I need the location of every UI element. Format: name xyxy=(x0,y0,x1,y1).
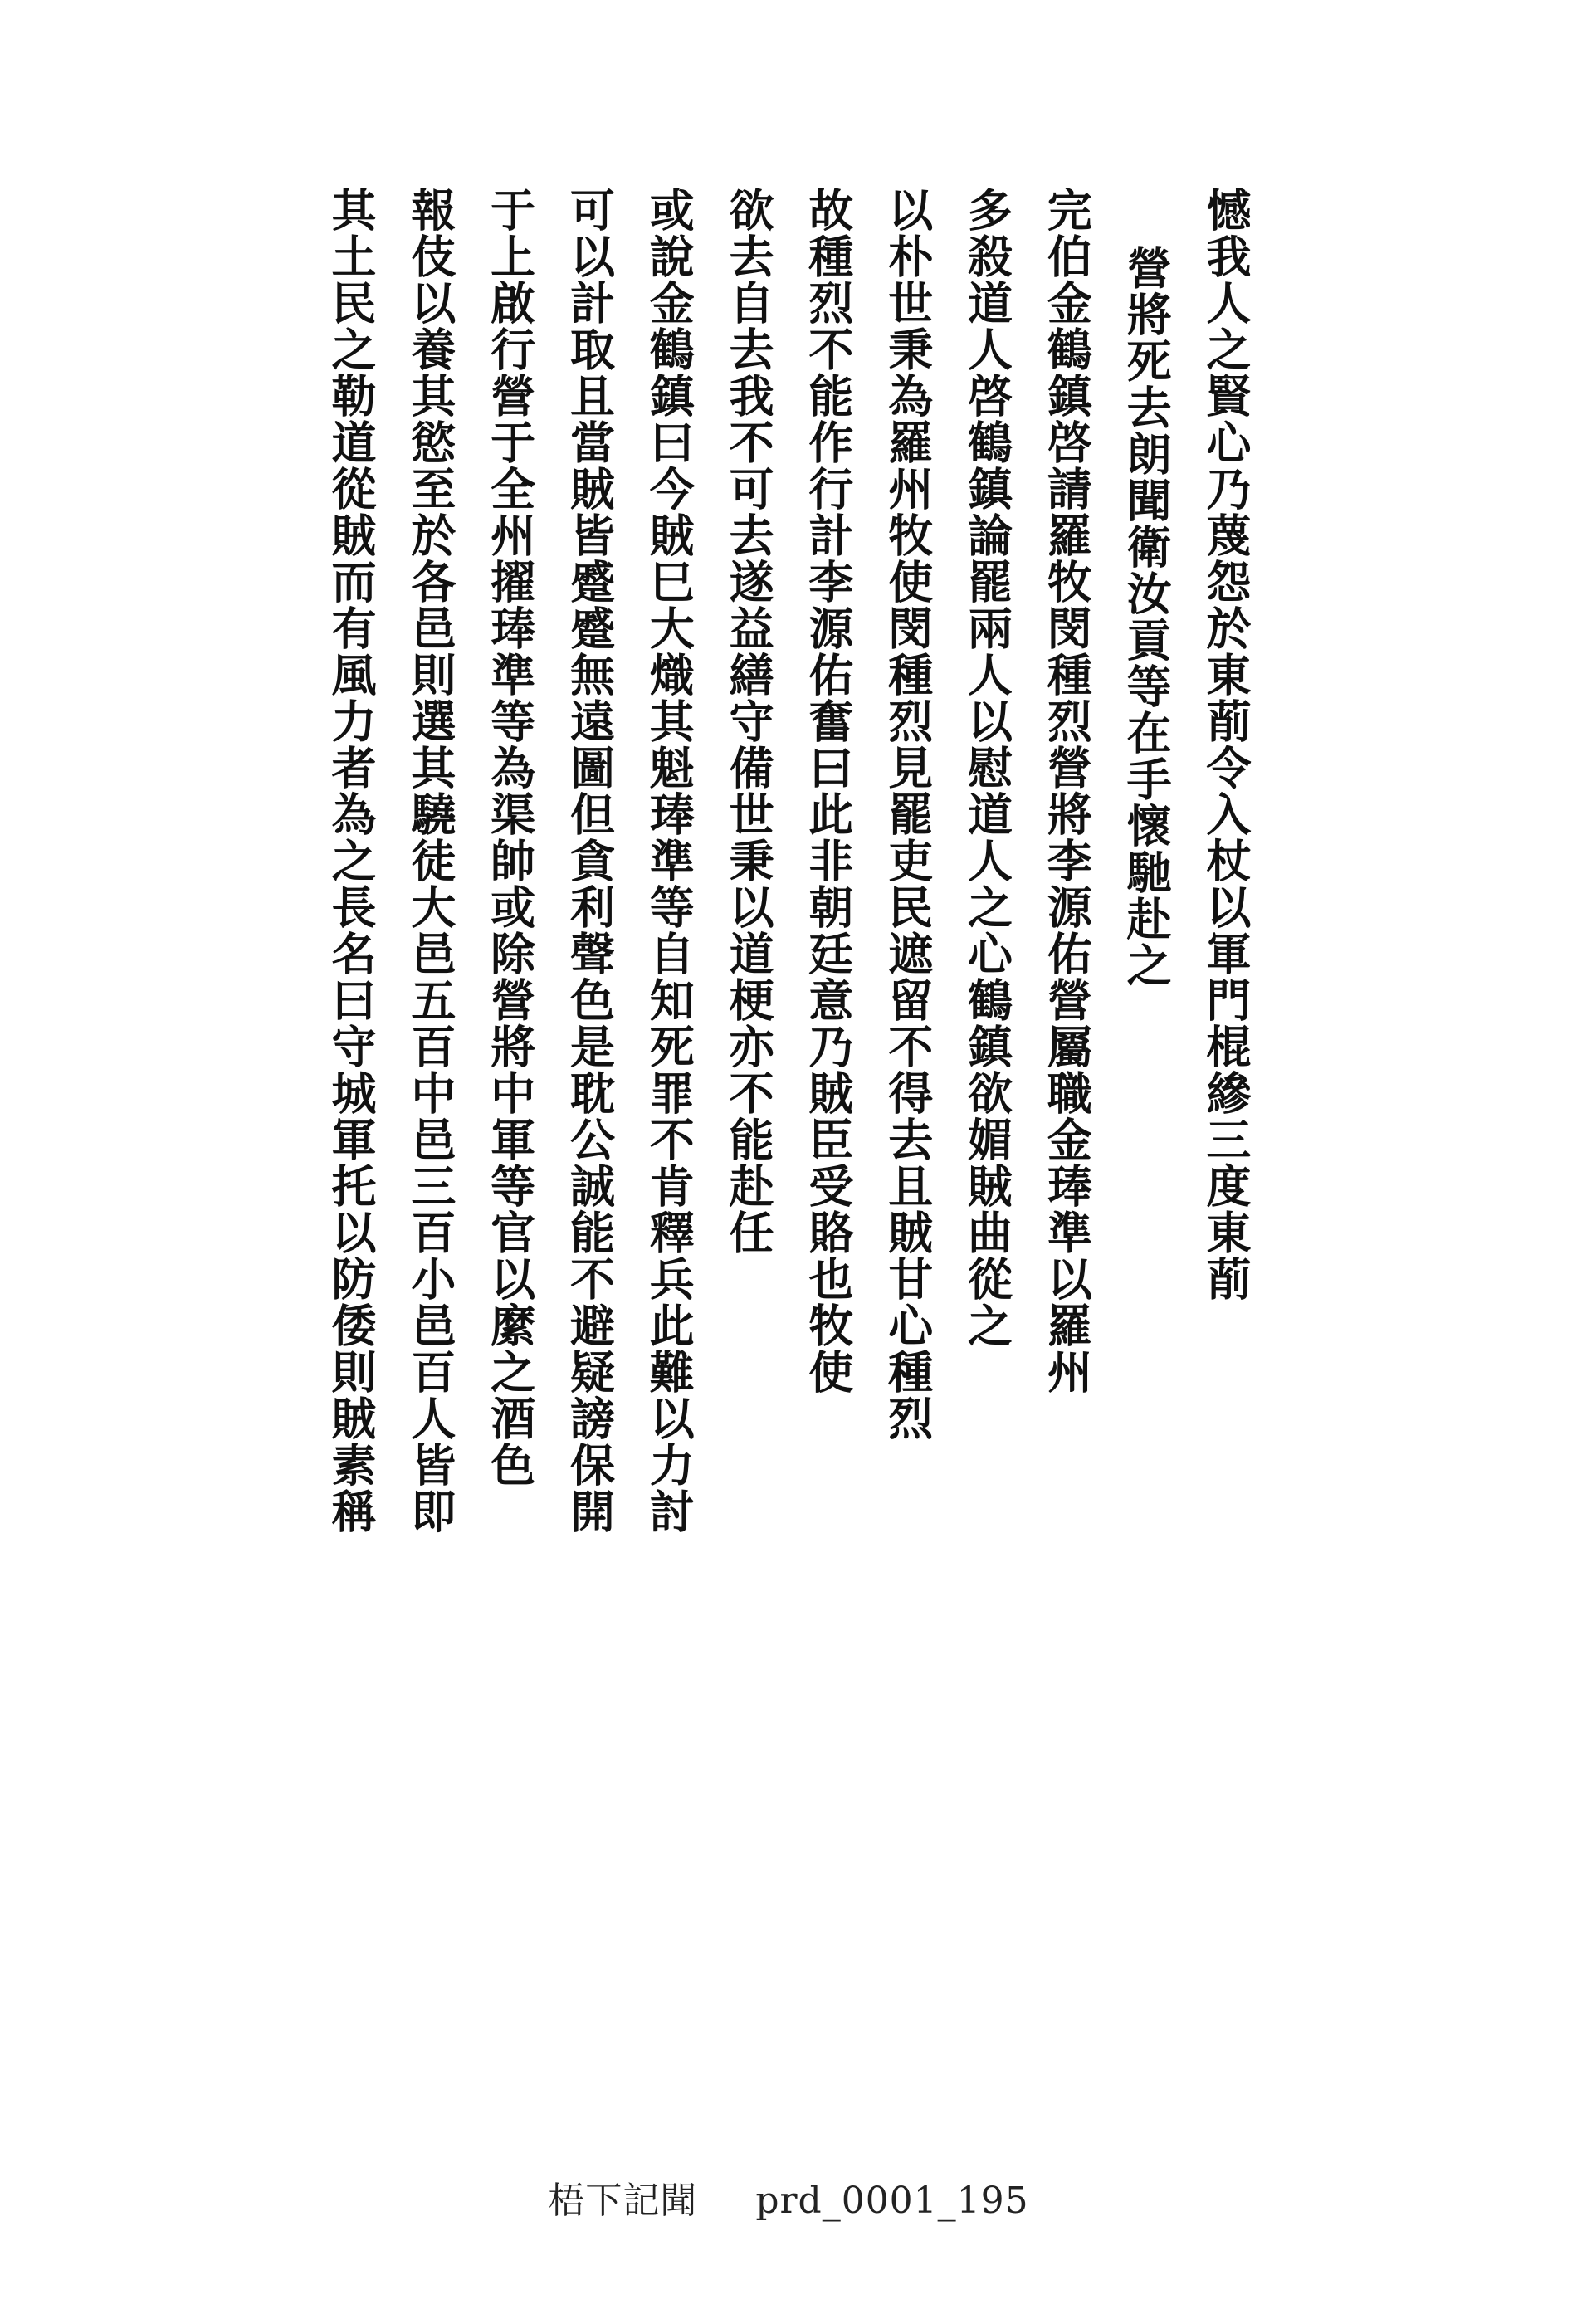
page-identifier: prd_0001_195 xyxy=(755,2180,1029,2222)
text-column-2: 營將死去朗聞衛汝貢等在手懷馳赴之 xyxy=(1120,245,1174,989)
page-footer xyxy=(0,2170,1577,2224)
text-column-6: 故種烈不能作行計李源佑奮曰此非朝廷意乃賊臣受賂也牧使 xyxy=(801,187,855,1395)
text-column-7: 欲去自去我不可去遂益繕守備世秉以道梗亦不能赴任 xyxy=(722,187,776,1256)
book-title: 梧下記聞 xyxy=(548,2180,698,2222)
text-column-3: 完伯金鶴鎮啓請羅牧閔種烈營將李源佑營屬職金琫準以羅州 xyxy=(1040,187,1094,1395)
text-column-1: 憾我人之賢心乃蔑怨於東萷令入杖以軍門棍縿三度東萷 xyxy=(1199,187,1252,1302)
text-column-8: 或說金鶴鎮曰今賊巳大熾其魁琫準等自知死罪不肯釋兵此難以力討 xyxy=(642,187,696,1535)
text-column-11: 報伎以養其慾至於各邑則選其驍徒大邑五百中邑三百小邑百人皆即 xyxy=(403,187,457,1535)
manuscript-text-block xyxy=(320,187,1257,1830)
text-column-12: 其土民之勒道從賊而有風力者為之長名曰守城軍托以防倭則賊素稱 xyxy=(325,187,378,1535)
text-column-5: 以朴世秉為羅州牧使閔種烈見罷吏民遮留不得去且賊甘心種烈 xyxy=(881,187,935,1442)
text-column-9: 可以計取且當賊皆蹙蹙無遠圖但貪利聲色是耽公誠能不避疑謗保開 xyxy=(563,187,617,1535)
text-column-10: 于上啟行營于全州擢琫準等為渠帥或除營將中軍等官以縻之酒色 xyxy=(483,187,537,1488)
text-column-4: 多殺道人啓鶴鎮論罷兩人以慰道人之心鶴鎮欲媚賊曲從之 xyxy=(960,187,1014,1349)
